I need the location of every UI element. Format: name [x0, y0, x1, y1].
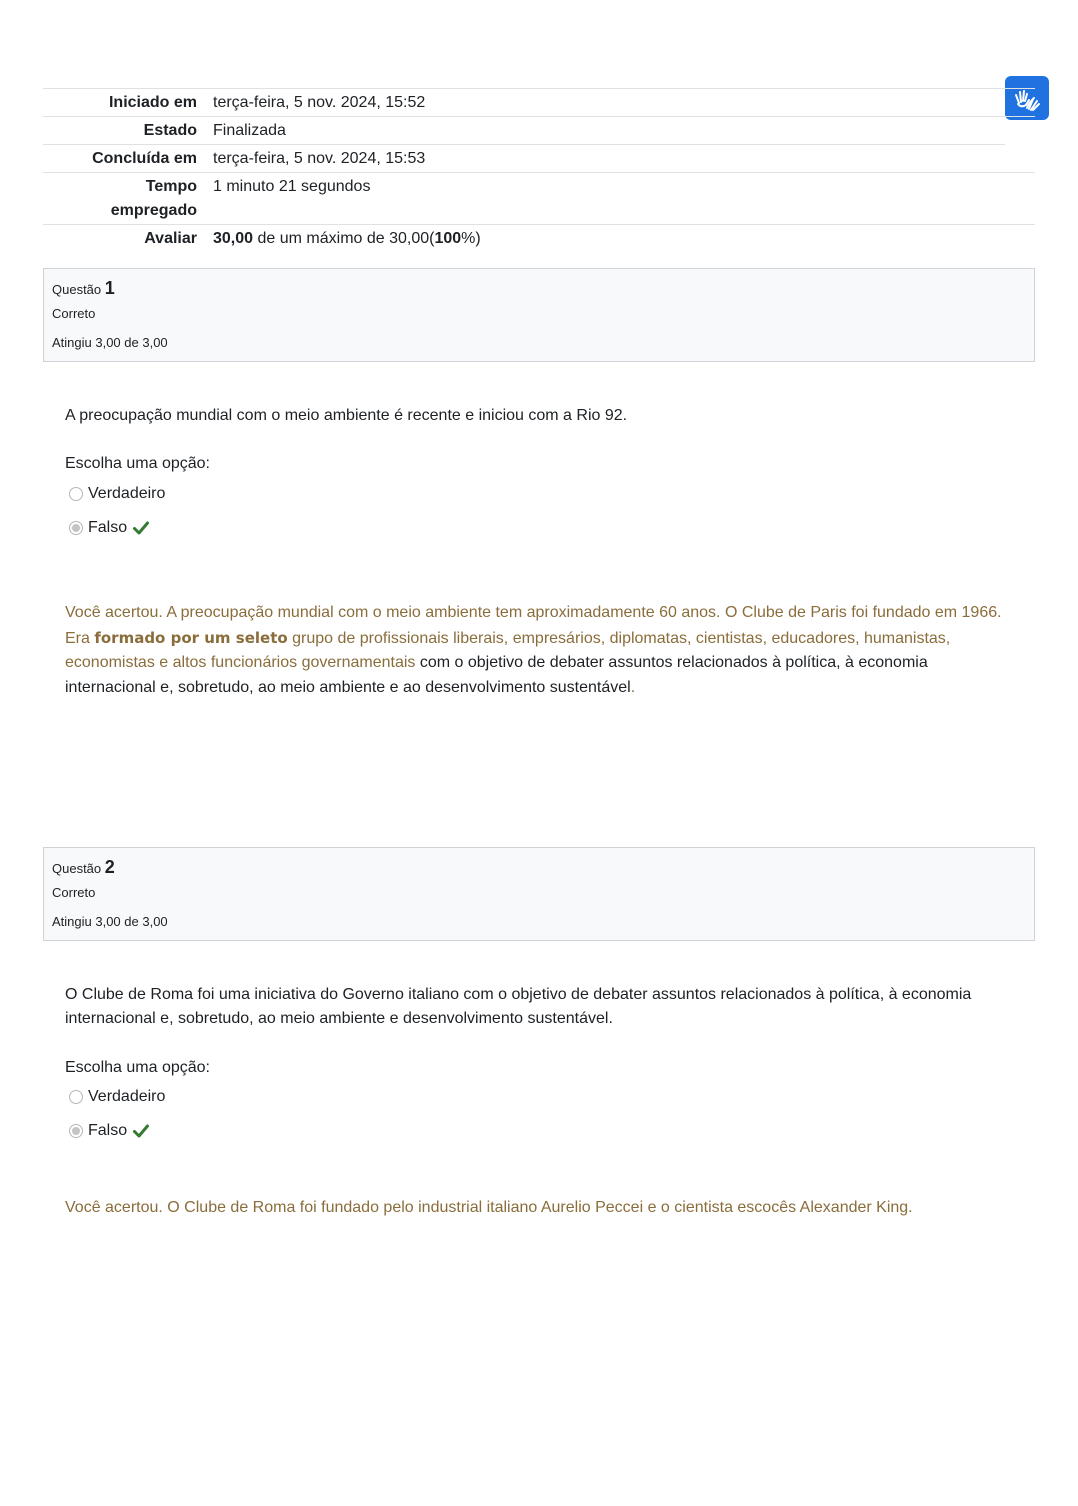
summary-row-started: [43, 88, 1035, 116]
summary-row-completed: [43, 144, 1005, 172]
question-1-info: [43, 268, 1035, 362]
state-value: Finalizada: [213, 122, 286, 139]
correct-check-icon: [133, 521, 149, 535]
question-1-option-falso[interactable]: [69, 517, 149, 539]
question-state: Correto: [52, 306, 96, 321]
question-1-text: A preocupação mundial com o meio ambiente é recente e iniciou com a Rio 92.: [65, 407, 628, 424]
question-state: Correto: [52, 885, 96, 900]
attempt-summary-table: [43, 88, 1035, 252]
time-label-line1: Tempo: [145, 178, 197, 195]
question-1-prompt: Escolha uma opção:: [65, 455, 210, 472]
completed-label: Concluída em: [92, 150, 197, 167]
summary-row-time: [43, 172, 1035, 224]
question-label: Questão: [52, 282, 102, 297]
question-2-feedback: [65, 1196, 1015, 1221]
grade-suffix: %): [461, 230, 481, 247]
question-1-option-verdadeiro[interactable]: [69, 483, 165, 505]
question-2-option-falso[interactable]: [69, 1120, 149, 1142]
question-2-info: [43, 847, 1035, 941]
radio-checked[interactable]: [69, 1124, 83, 1138]
correct-check-icon: [133, 1124, 149, 1138]
time-label-line2: empregado: [110, 202, 197, 219]
time-value: 1 minuto 21 segundos: [213, 178, 371, 195]
feedback-bold: formado por um seleto: [94, 628, 288, 647]
completed-value: terça-feira, 5 nov. 2024, 15:53: [213, 150, 426, 167]
time-label: [43, 175, 205, 223]
grade-label: Avaliar: [144, 230, 197, 247]
option-label: Verdadeiro: [88, 485, 166, 502]
summary-row-state: [43, 116, 1035, 144]
radio-unchecked[interactable]: [69, 1090, 83, 1104]
grade-middle: de um máximo de 30,00(: [253, 230, 435, 247]
radio-unchecked[interactable]: [69, 487, 83, 501]
question-label: Questão: [52, 861, 102, 876]
question-number-value: 1: [104, 278, 115, 298]
question-2-text: O Clube de Roma foi uma iniciativa do Governo italiano com o objetivo de debater assuntos relacionados à política, à economia internacional e, sobretudo, ao meio ambiente e desenvolvimento sustentável.: [65, 986, 972, 1027]
grade-percent: 100: [434, 230, 462, 247]
question-1-feedback: [65, 601, 1015, 700]
question-2-option-verdadeiro[interactable]: [69, 1086, 165, 1108]
option-label: Verdadeiro: [88, 1088, 166, 1105]
feedback-part1: Você acertou. O Clube de Roma foi fundado pelo industrial italiano Aurelio Peccei e o cientista escocês Alexander King.: [65, 1199, 913, 1216]
radio-checked[interactable]: [69, 521, 83, 535]
grade-value: [205, 227, 1035, 251]
question-grade: Atingiu 3,00 de 3,00: [52, 914, 168, 929]
started-label: Iniciado em: [108, 94, 197, 111]
option-label: Falso: [88, 1122, 128, 1139]
feedback-part1: Você acertou. A preocupação mundial com o meio ambiente tem aproximadamente 60 anos. O Clube de Paris foi fundado em 1966. Era: [65, 604, 1002, 647]
state-label: Estado: [143, 122, 197, 139]
question-grade: Atingiu 3,00 de 3,00: [52, 335, 168, 350]
question-number: [52, 277, 1026, 301]
feedback-part2: grupo de profissionais liberais, empresários, diplomatas, cientistas, educadores, humanistas, economistas e altos funcionários governamentais: [65, 629, 951, 671]
feedback-part4: .: [630, 678, 636, 696]
summary-row-grade: [43, 224, 1035, 252]
question-number: [52, 856, 1026, 880]
option-label: Falso: [88, 519, 128, 536]
question-number-value: 2: [104, 857, 115, 877]
started-value: terça-feira, 5 nov. 2024, 15:52: [213, 94, 426, 111]
grade-score: 30,00: [213, 230, 254, 247]
question-2-prompt: Escolha uma opção:: [65, 1059, 210, 1076]
feedback-part3: com o objetivo de debater assuntos relacionados à política, à economia internacional e, sobretudo, ao meio ambiente e ao desenvolvimento sustentável: [65, 654, 928, 696]
